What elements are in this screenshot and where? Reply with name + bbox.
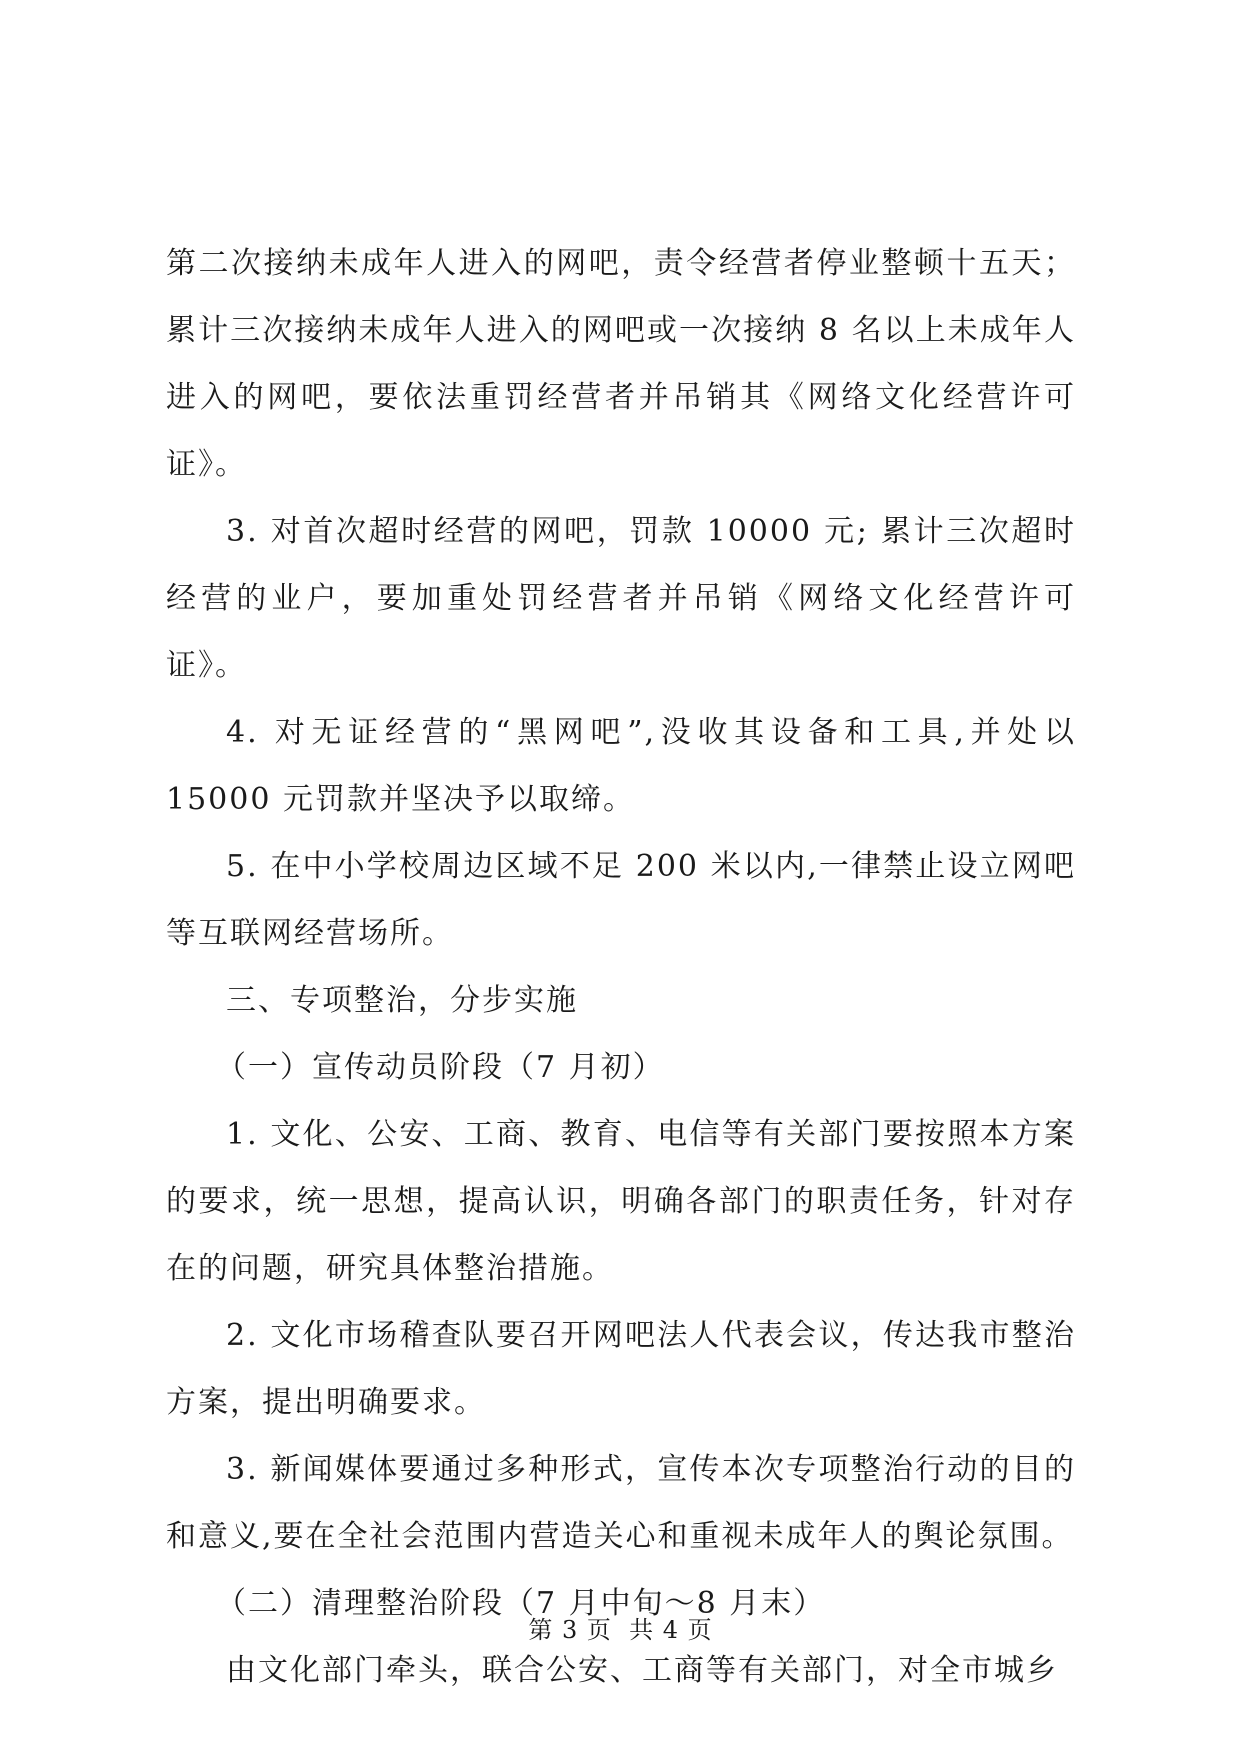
paragraph-stage1-item-3: 3. 新闻媒体要通过多种形式，宣传本次专项整治行动的目的和意义,要在全社会范围内营造关心和重视未成年人的舆论氛围。 — [166, 1452, 1076, 1554]
paragraph-stage2-intro: 由文化部门牵头，联合公安、工商等有关部门，对全市城乡 — [226, 1653, 1058, 1688]
paragraph-item-4: 4. 对无证经营的“黑网吧”,没收其设备和工具,并处以 15000 元罚款并坚决予以取缔。 — [166, 715, 1076, 817]
paragraph-continuation: 第二次接纳未成年人进入的网吧，责令经营者停业整顿十五天；累计三次接纳未成年人进入的网吧或一次接纳 8 名以上未成年人进入的网吧，要依法重罚经营者并吊销其《网络文化经营许可证》。 — [166, 246, 1076, 482]
section-heading-3: 三、专项整治，分步实施 — [226, 983, 578, 1018]
paragraph-stage1-item-1: 1. 文化、公安、工商、教育、电信等有关部门要按照本方案的要求，统一思想，提高认识，明确各部门的职责任务，针对存在的问题，研究具体整治措施。 — [166, 1117, 1076, 1286]
paragraph-item-3: 3. 对首次超时经营的网吧，罚款 10000 元; 累计三次超时经营的业户，要加重处罚经营者并吊销《网络文化经营许可证》。 — [166, 514, 1076, 683]
page-footer — [0, 1610, 1241, 1645]
document-body — [166, 230, 1076, 1704]
subsection-heading-2: （二）清理整治阶段（7 月中旬～8 月末） — [216, 1586, 826, 1621]
page-number-label: 第 3 页 共 4 页 — [528, 1616, 713, 1644]
subsection-heading-1: （一）宣传动员阶段（7 月初） — [216, 1050, 665, 1085]
paragraph-stage1-item-2: 2. 文化市场稽查队要召开网吧法人代表会议，传达我市整治方案，提出明确要求。 — [166, 1318, 1076, 1420]
paragraph-item-5: 5. 在中小学校周边区域不足 200 米以内,一律禁止设立网吧等互联网经营场所。 — [166, 849, 1076, 951]
